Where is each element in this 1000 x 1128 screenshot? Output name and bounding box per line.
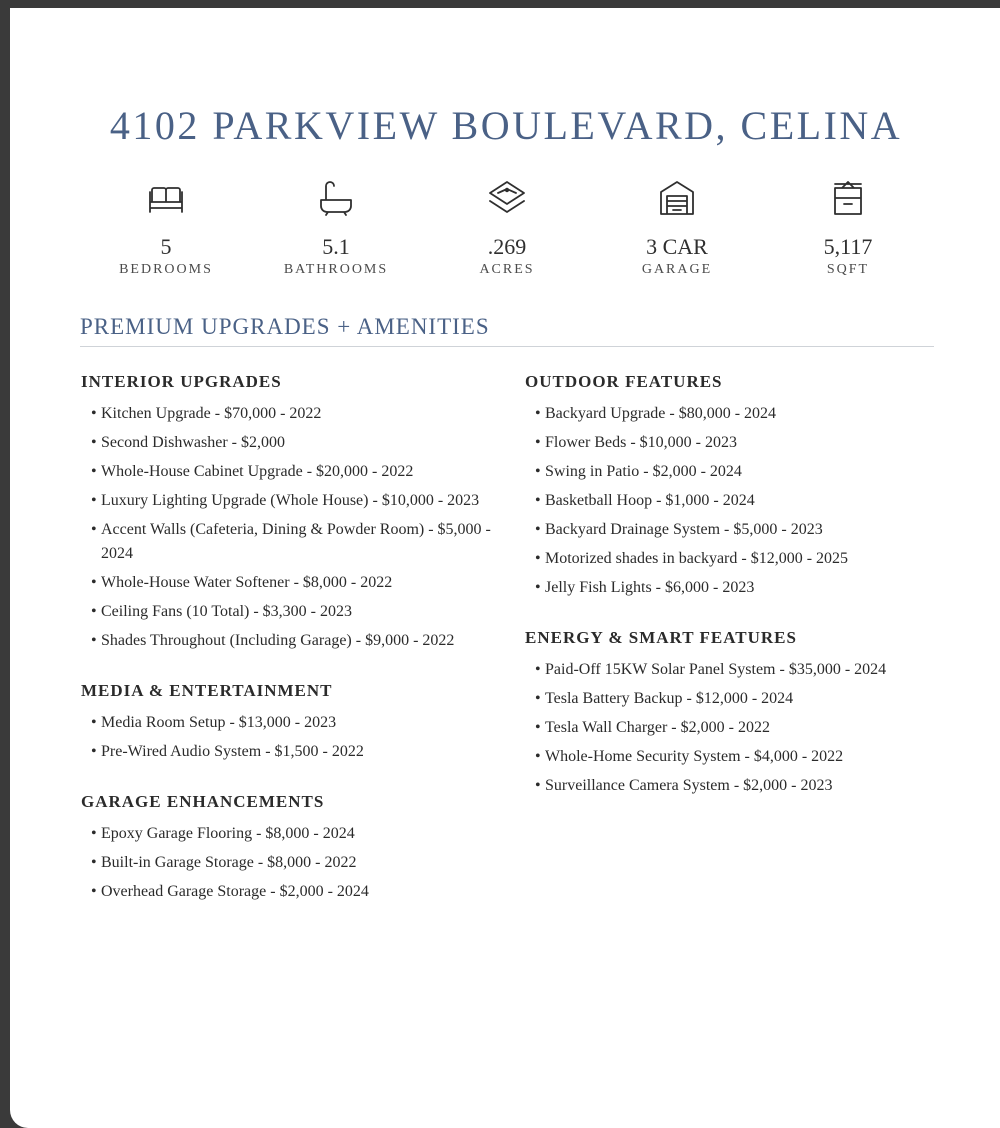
list-item: • Pre-Wired Audio System - $1,500 - 2022 [91, 743, 364, 760]
list-item: • Media Room Setup - $13,000 - 2023 [91, 714, 337, 731]
stat-label: ACRES [479, 262, 535, 277]
stat-garage [592, 178, 762, 278]
stat-sqft [763, 178, 933, 278]
stat-acres [422, 178, 592, 278]
list-item: • Whole-House Water Softener - $8,000 - 2022 [91, 574, 393, 591]
media-entertainment-list [81, 711, 501, 764]
list-item: • Backyard Drainage System - $5,000 - 2023 [535, 521, 823, 538]
stat-value: 5,117 [823, 234, 873, 259]
list-item: • Backyard Upgrade - $80,000 - 2024 [535, 405, 777, 422]
list-item: • Tesla Battery Backup - $12,000 - 2024 [535, 690, 794, 707]
stat-label: GARAGE [641, 262, 713, 277]
document-page [10, 8, 1000, 1128]
list-item: • Second Dishwasher - $2,000 [91, 434, 285, 451]
group-title-outdoor: OUTDOOR FEATURES [525, 372, 723, 391]
list-item: • Whole-Home Security System - $4,000 - 2022 [535, 748, 844, 765]
list-item: • Luxury Lighting Upgrade (Whole House) - $10,000 - 2023 [91, 492, 480, 509]
stat-value: 3 CAR [646, 234, 708, 259]
list-item: • Kitchen Upgrade - $70,000 - 2022 [91, 405, 322, 422]
section-divider [80, 346, 934, 347]
right-column [525, 370, 925, 824]
list-item: • Jelly Fish Lights - $6,000 - 2023 [535, 579, 755, 596]
garage-icon [657, 178, 697, 218]
property-stats [81, 178, 933, 298]
bed-icon [146, 178, 186, 218]
energy-smart-list [525, 658, 925, 798]
list-item: • Paid-Off 15KW Solar Panel System - $35,000 - 2024 [535, 661, 887, 678]
list-item: • Epoxy Garage Flooring - $8,000 - 2024 [91, 825, 355, 842]
list-item: • Shades Throughout (Including Garage) - $9,000 - 2022 [91, 632, 455, 649]
list-item: • Swing in Patio - $2,000 - 2024 [535, 463, 742, 480]
outdoor-features-list [525, 402, 925, 600]
list-item: • Built-in Garage Storage - $8,000 - 2022 [91, 854, 357, 871]
list-item: • Accent Walls (Cafeteria, Dining & Powder Room) - $5,000 - 2024 [91, 521, 491, 562]
group-title-interior: INTERIOR UPGRADES [81, 372, 282, 391]
stat-value: .269 [487, 234, 527, 259]
list-item: • Overhead Garage Storage - $2,000 - 2024 [91, 883, 369, 900]
list-item: • Ceiling Fans (10 Total) - $3,300 - 2023 [91, 603, 353, 620]
left-column [81, 370, 501, 930]
list-item: • Basketball Hoop - $1,000 - 2024 [535, 492, 755, 509]
property-address-title: 4102 PARKVIEW BOULEVARD, CELINA [109, 103, 903, 148]
list-item: • Motorized shades in backyard - $12,000 - 2025 [535, 550, 849, 567]
list-item: • Whole-House Cabinet Upgrade - $20,000 - 2022 [91, 463, 414, 480]
list-item: • Surveillance Camera System - $2,000 - 2023 [535, 777, 833, 794]
stat-value: 5 [160, 234, 172, 259]
stat-label: SQFT [826, 262, 870, 277]
garage-enhancements-list [81, 822, 501, 904]
group-title-energy: ENERGY & SMART FEATURES [525, 628, 797, 647]
list-item: • Flower Beds - $10,000 - 2023 [535, 434, 737, 451]
stat-label: BEDROOMS [119, 262, 213, 277]
floor-area-icon [828, 178, 868, 218]
interior-upgrades-list [81, 402, 501, 653]
bathtub-icon [316, 178, 356, 218]
stat-value: 5.1 [322, 234, 350, 259]
stat-bedrooms [81, 178, 251, 278]
land-layers-icon [487, 178, 527, 218]
group-title-garage: GARAGE ENHANCEMENTS [81, 792, 325, 811]
stat-label: BATHROOMS [283, 262, 389, 277]
list-item: • Tesla Wall Charger - $2,000 - 2022 [535, 719, 770, 736]
section-title: PREMIUM UPGRADES + AMENITIES [80, 314, 490, 339]
stat-bathrooms [251, 178, 421, 278]
group-title-media: MEDIA & ENTERTAINMENT [81, 681, 333, 700]
